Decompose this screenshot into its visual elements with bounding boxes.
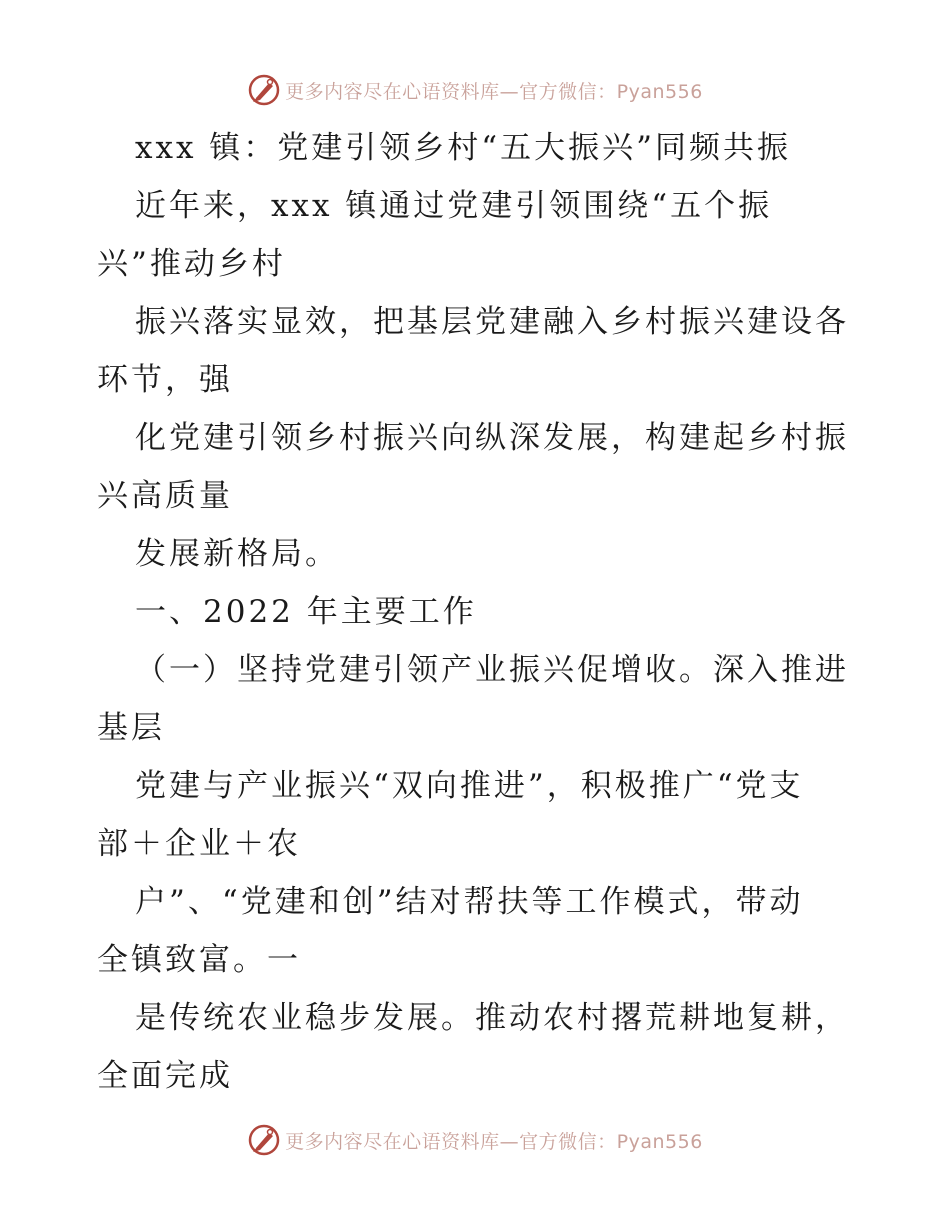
text-line: 部＋企业＋农 — [97, 826, 301, 862]
text-line: 兴”推动乡村 — [97, 246, 286, 282]
watermark-text: 更多内容尽在心语资料库—官方微信：Pyan556 — [285, 1130, 703, 1153]
text-line: 基层 — [97, 710, 165, 746]
pen-circle-logo-icon — [247, 73, 281, 107]
text-line: 振兴落实显效，把基层党建融入乡村振兴建设各 — [135, 304, 849, 340]
text-line: 发展新格局。 — [135, 536, 339, 572]
text-line: 全镇致富。一 — [97, 942, 301, 978]
footer-watermark — [0, 1120, 950, 1160]
text-line: 是传统农业稳步发展。推动农村撂荒耕地复耕， — [135, 1000, 849, 1036]
text-line: 兴高质量 — [97, 478, 233, 514]
text-line: 党建与产业振兴“双向推进”，积极推广“党支 — [135, 768, 804, 804]
text-line: 全面完成 — [97, 1058, 233, 1094]
watermark-text: 更多内容尽在心语资料库—官方微信：Pyan556 — [285, 80, 703, 103]
text-line: 化党建引领乡村振兴向纵深发展，构建起乡村振 — [135, 420, 849, 456]
subsection-heading: （一）坚持党建引领产业振兴促增收。深入推进 — [135, 652, 849, 688]
text-line: 环节，强 — [97, 362, 233, 398]
section-heading: 一、2022 年主要工作 — [135, 594, 477, 630]
text-line: 户”、“党建和创”结对帮扶等工作模式，带动 — [135, 884, 804, 920]
pen-circle-logo-icon — [247, 1123, 281, 1157]
text-line: 近年来，xxx 镇通过党建引领围绕“五个振 — [135, 188, 773, 224]
document-title: xxx 镇：党建引领乡村“五大振兴”同频共振 — [135, 130, 791, 166]
header-watermark — [0, 70, 950, 110]
